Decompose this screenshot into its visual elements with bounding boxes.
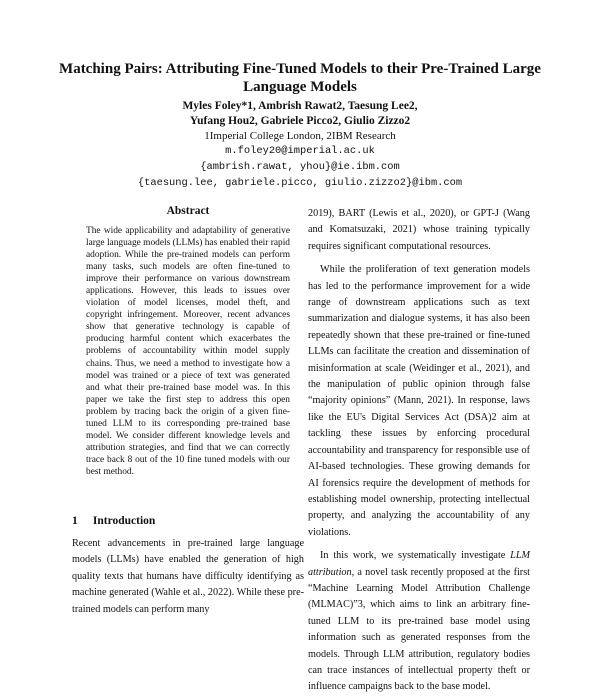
section-title: Introduction [92, 515, 156, 527]
body-paragraph [308, 548, 530, 696]
body-paragraph: 2019), BART (Lewis et al., 2020), or GPT-J (Wang and Komatsuzaki, 2021) whose training typically requires significant computational resources. [308, 208, 530, 252]
paragraph-text: , a novel task recently proposed at the first “Machine Learning Model Attribution Challenge (MLMAC)”3, which aims to link an arbitrary fine-tuned LLM to its pre-trained base model using information such as generated responses from the models. Through LLM attribution, regulatory bodies can trace instances of intellectual property theft or influence campaigns back to the base model. [308, 566, 530, 693]
intro-paragraph: Recent advancements in pre-trained large language models (LLMs) have enabled the generation of high quality texts that humans have difficulty identifying as machine generated (Wahle et al., 2022). While these pre-trained models can perform many [72, 538, 304, 615]
affiliations: 1Imperial College London, 2IBM Research [204, 130, 396, 142]
right-column-body [308, 206, 530, 696]
paper-title: Matching Pairs: Attributing Fine-Tuned Models to their Pre-Trained Large Language Models [59, 61, 541, 95]
email-line: {taesung.lee, gabriele.picco, giulio.zizzo2}@ibm.com [137, 177, 463, 189]
abstract-text: The wide applicability and adaptability of generative large language models (LLMs) has enabled their rapid adoption. While the pre-trained models can perform many tasks, such models are often fine-tuned to improve their performance on various downstream applications. However, this leads to issues over violation of model licenses, model theft, and copyright infringement. Moreover, recent advances show that generative technology is capable of producing harmful content which exacerbates the problems of accountability within model supply chains. Thus, we need a method to investigate how a model was trained or a piece of text was generated and what their pre-trained base model was. In this paper we take the first step to address this open problem by tracing back the origin of a given fine-tuned LLM to its corresponding pre-trained base model. We consider different knowledge levels and attribution strategies, and find that we can correctly trace back 8 out of the 10 fine tuned models with our best method. [86, 226, 290, 477]
author-list [40, 99, 560, 129]
body-paragraph: While the proliferation of text generation models has led to the performance improvement for a wide range of downstream applications such as text summarization and dialogue systems, it has also been repeatedly shown that these pre-trained or fine-tuned LLMs can facilitate the creation and dissemination of misinformation at scale (Weidinger et al., 2021), and the manipulation of public opinion through false “majority opinions” (Mann, 2021). In response, laws like the EU's Digital Services Act (DSA)2 aim at tackling these issues by enforcing procedural accountability and transparency for responsible use of AI-based technologies. These growing demands for AI forensics require the development of methods for establishing model ownership, protecting intellectual property, and analyzing the accountability of any violations. [308, 264, 530, 538]
left-column-body [72, 536, 304, 618]
email-line: {ambrish.rawat, yhou}@ie.ibm.com [200, 161, 400, 173]
section-heading-introduction [72, 515, 155, 527]
paragraph-text: In this work, we systematically investigate [320, 550, 511, 562]
section-number: 1 [72, 515, 78, 527]
abstract-heading: Abstract [166, 205, 210, 217]
authors-line-1: Myles Foley*1, Ambrish Rawat2, Taesung Lee2, [182, 100, 418, 112]
authors-line-2: Yufang Hou2, Gabriele Picco2, Giulio Zizzo2 [189, 115, 411, 127]
emphasis-term: LLM attribution [308, 550, 530, 578]
email-list [40, 143, 560, 191]
email-line: m.foley20@imperial.ac.uk [225, 145, 375, 157]
